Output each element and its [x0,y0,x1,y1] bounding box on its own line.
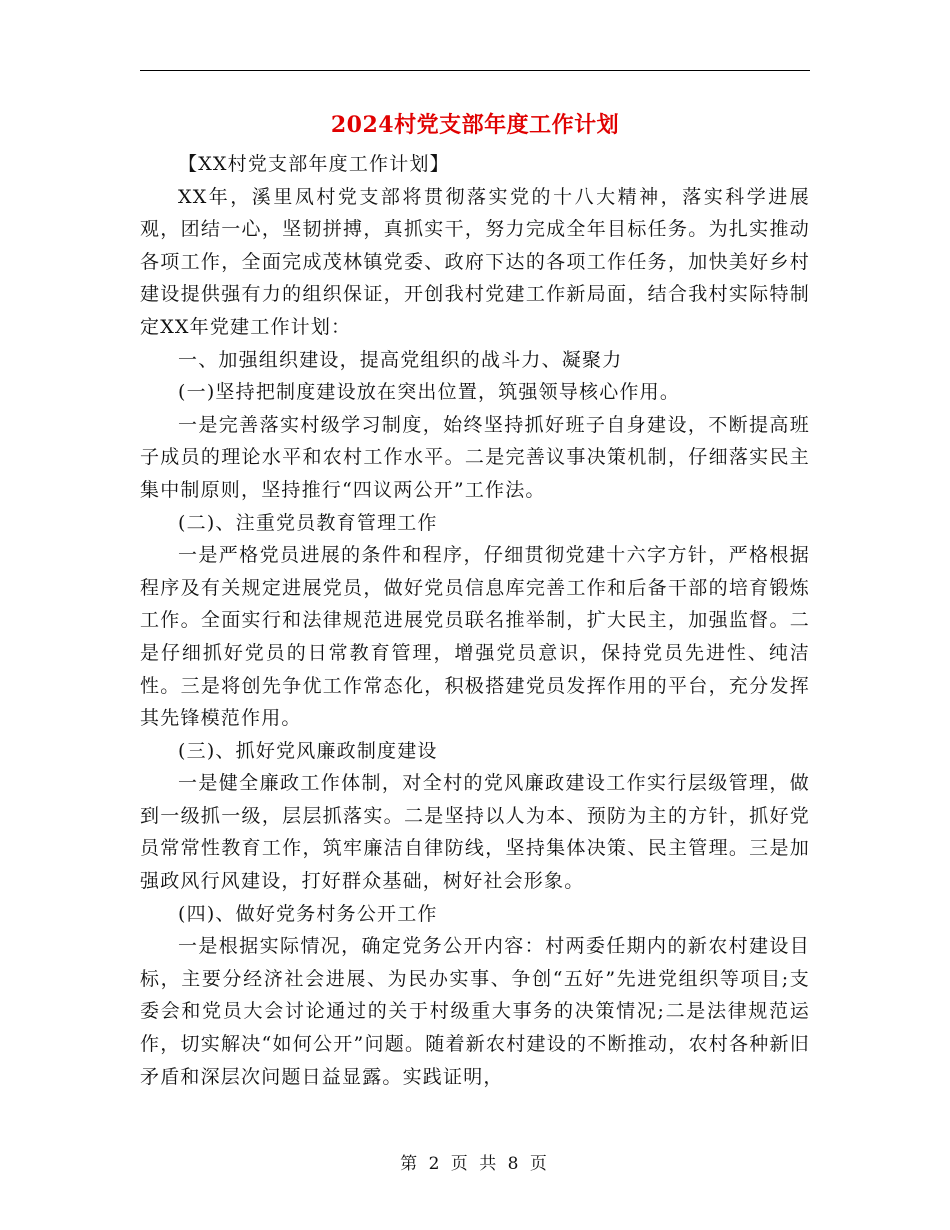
subsection-heading-4: (四)、做好党务村务公开工作 [178,902,438,925]
document-title: 2024村党支部年度工作计划 [330,112,620,138]
paragraph-subtitle: 【XX村党支部年度工作计划】 [178,153,450,175]
subsection-heading-2: (二)、注重党员教育管理工作 [178,511,438,534]
paragraph-1: 一是完善落实村级学习制度，始终坚持抓好班子自身建设，不断提高班子成员的理论水平和农村工作水平。二是完善议事决策机制，仔细落实民主集中制原则，坚持推行“四议两公开”工作法。 [140,413,810,501]
header-rule [140,70,810,71]
paragraph-4: 一是根据实际情况，确定党务公开内容：村两委任期内的新农村建设目标，主要分经济社会进展、为民办实事、争创“五好”先进党组织等项目;支委会和党员大会讨论通过的关于村级重大事务的决策情况;二是法律规范运作，切实解决“如何公开”问题。随着新农村建设的不断推动，农村各种新旧矛盾和深层次问题日益显露。实践证明， [140,935,810,1088]
page-footer: 第 2 页 共 8 页 [400,1154,550,1174]
subsection-heading-1: (一)坚持把制度建设放在突出位置，筑强领导核心作用。 [178,381,681,404]
paragraph-2: 一是严格党员进展的条件和程序，仔细贯彻党建十六字方针，严格根据程序及有关规定进展党员，做好党员信息库完善工作和后备干部的培育锻炼工作。全面实行和法律规范进展党员联名推举制，扩大民主，加强监督。二是仔细抓好党员的日常教育管理，增强党员意识，保持党员先进性、纯洁性。三是将创先争优工作常态化，积极搭建党员发挥作用的平台，充分发挥其先锋模范作用。 [140,544,810,730]
document-body [140,148,810,1093]
paragraph-3: 一是健全廉政工作体制，对全村的党风廉政建设工作实行层级管理，做到一级抓一级，层层抓落实。二是坚持以人为本、预防为主的方针，抓好党员常常性教育工作，筑牢廉洁自律防线，坚持集体决策、民主管理。三是加强政风行风建设，打好群众基础，树好社会形象。 [140,772,810,893]
subsection-heading-3: (三)、抓好党风廉政制度建设 [178,739,438,762]
paragraph-intro: XX年，溪里凤村党支部将贯彻落实党的十八大精神，落实科学进展观，团结一心，坚韧拼搏，真抓实干，努力完成全年目标任务。为扎实推动各项工作，全面完成茂林镇党委、政府下达的各项工作任务，加快美好乡村建设提供强有力的组织保证，开创我村党建工作新局面，结合我村实际特制定XX年党建工作计划： [140,185,810,338]
section-heading-1: 一、加强组织建设，提高党组织的战斗力、凝聚力 [178,348,623,371]
